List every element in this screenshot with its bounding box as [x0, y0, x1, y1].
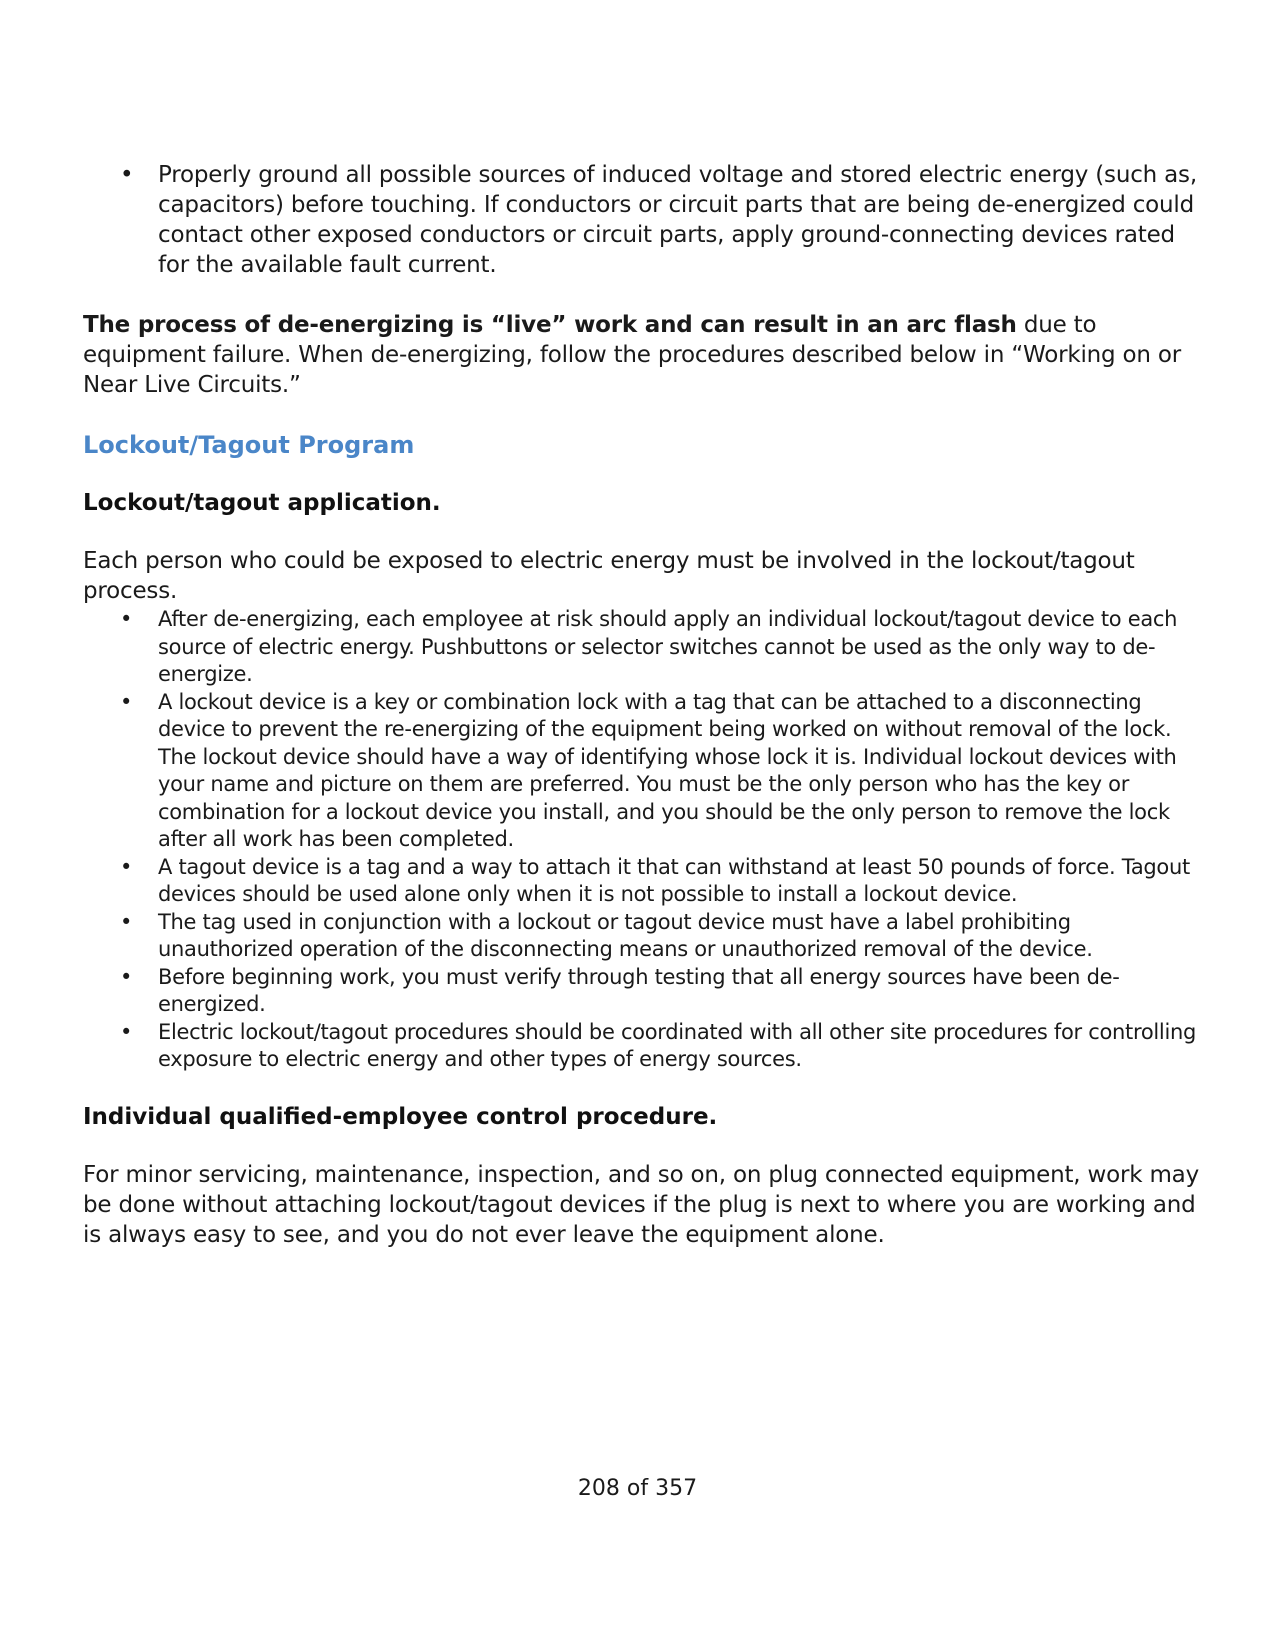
list-item-text: A lockout device is a key or combination lock with a tag that can be attached to a disconnecting device to prevent the re-energizing of the equipment being worked on without removal of the lock. The lockout device should have a way of identifying whose lock it is. Individual lockout devices with your name and picture on them are preferred. You must be the only person who has the key or combination for a lockout device you install, and you should be the only person to remove the lock after all work has been completed. [158, 689, 1177, 851]
control-procedure-paragraph: For minor servicing, maintenance, inspection, and so on, on plug connected equipment, work may be done without attaching lockout/tagout devices if the plug is next to where you are working and is always easy to see, and you do not ever leave the equipment alone. [83, 1161, 1199, 1248]
bullet-icon: • [120, 162, 134, 188]
lockout-intro-paragraph: Each person who could be exposed to electric energy must be involved in the lockout/tagout process. [83, 548, 1135, 604]
list-item-text: The tag used in conjunction with a lockout or tagout device must have a label prohibiting unauthorized operation of the disconnecting means or unauthorized removal of the device. [158, 909, 1093, 961]
section-heading: Lockout/Tagout Program [83, 431, 415, 459]
arc-flash-bold-text: The process of de-energizing is “live” work and can result in an arc flash [83, 312, 1017, 338]
bullet-icon: • [120, 964, 133, 989]
bullet-icon: • [120, 607, 133, 631]
list-item [83, 854, 1203, 909]
control-procedure-heading: Individual qualified-employee control procedure. [83, 1103, 718, 1130]
document-page [83, 160, 1203, 1250]
bullet-icon: • [120, 854, 133, 879]
bullet-icon: • [120, 1019, 133, 1044]
list-item-text: A tagout device is a tag and a way to attach it that can withstand at least 50 pounds of force. Tagout devices should be used alone only when it is not possible to install a lockout device. [158, 854, 1190, 906]
list-item [83, 964, 1203, 1019]
lockout-application-heading: Lockout/tagout application. [83, 490, 441, 516]
list-item [83, 606, 1203, 689]
bullet-icon: • [120, 909, 133, 934]
list-item-text: Electric lockout/tagout procedures should be coordinated with all other site procedures for controlling exposure to electric energy and other types of energy sources. [158, 1019, 1197, 1071]
list-item [83, 909, 1203, 964]
bullet-icon: • [120, 689, 133, 714]
list-item-text: After de-energizing, each employee at risk should apply an individual lockout/tagout device to each source of electric energy. Pushbuttons or selector switches cannot be used as the only way to de-energize. [158, 607, 1178, 686]
top-bullet-list [83, 160, 1203, 280]
list-item-text: Properly ground all possible sources of induced voltage and stored electric energy (such as, capacitors) before touching. If conductors or circuit parts that are being de-energized could contact other exposed conductors or circuit parts, apply ground-connecting devices rated for the available fault current. [158, 162, 1197, 278]
list-item-text: Before beginning work, you must verify through testing that all energy sources have been de-energized. [158, 964, 1120, 1016]
arc-flash-paragraph [83, 310, 1203, 400]
page-number: 208 of 357 [577, 1476, 698, 1501]
list-item [83, 160, 1203, 280]
list-item [83, 689, 1203, 854]
list-item [83, 1019, 1203, 1074]
arc-flash-text: due to equipment failure. When de-energizing, follow the procedures described below in “Working on or Near Live Circuits.” [83, 312, 1182, 398]
lockout-bullet-list [83, 606, 1203, 1074]
